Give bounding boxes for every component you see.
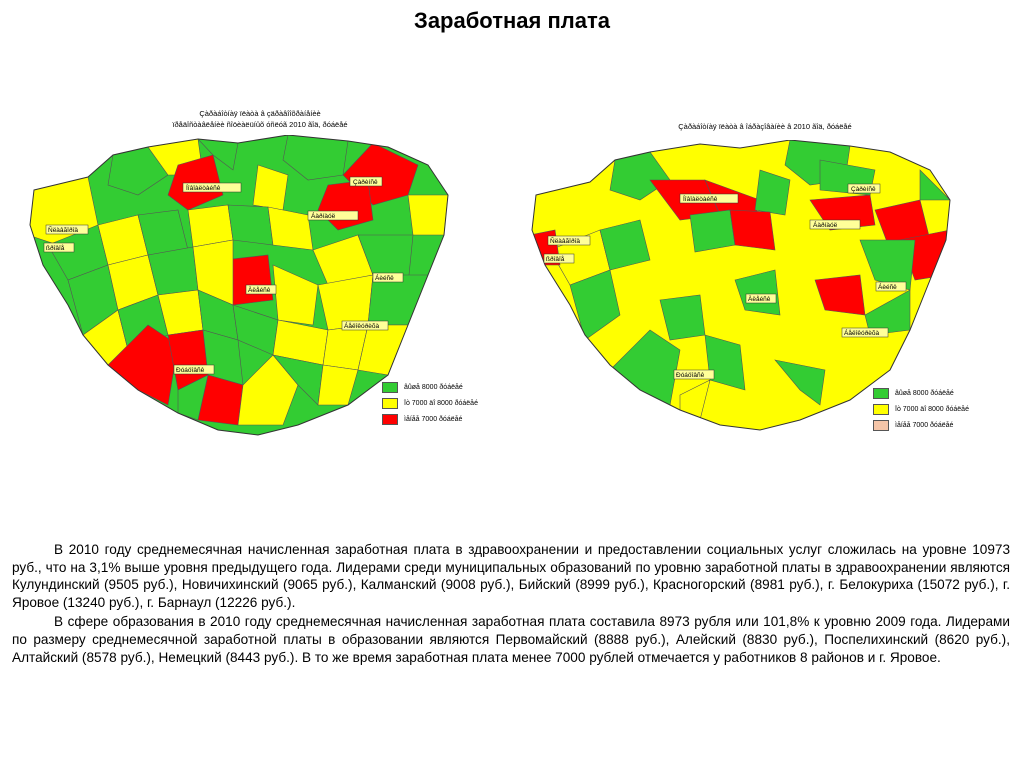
label-zarinsk: Çàðèíñê (353, 179, 378, 186)
legend-label: ìåíåå 7000 ðóáëåé (404, 415, 463, 423)
label-yarovoe: ßðîâîå (46, 245, 65, 252)
label-belokurikha: Áåëîêóðèõà (344, 323, 380, 330)
right-map-caption-line1: Çàðàáîòíàÿ ïëàòà â îáðàçîâàíèè â 2010 ãîä, ðóáëåé (678, 122, 852, 131)
label-aleysk: Àëåéñê (748, 296, 771, 303)
label-rubtsovsk: Ðóáöîâñê (176, 367, 205, 374)
legend-label: âûøå 8000 ðóáëåé (895, 389, 954, 397)
legend-item (382, 379, 478, 395)
legend-swatch (873, 404, 889, 415)
legend-swatch (873, 388, 889, 399)
label-zarinsk: Çàðèíñê (851, 186, 876, 193)
label-belokurikha: Áåëîêóðèõà (844, 330, 880, 337)
left-map-legend (382, 379, 478, 427)
description-text (12, 541, 1010, 668)
label-aleysk: Àëåéñê (248, 287, 271, 294)
right-map-legend (873, 385, 969, 433)
legend-label: âûøå 8000 ðóáëåé (404, 383, 463, 391)
legend-swatch (382, 398, 398, 409)
label-slavgorod: Ñëàâãîðîä (550, 238, 580, 245)
legend-label: îò 7000 äî 8000 ðóáëåé (895, 405, 969, 413)
label-barnaul: Áàðíàóë (813, 222, 838, 229)
label-slavgorod: Ñëàâãîðîä (48, 227, 78, 234)
legend-swatch (873, 420, 889, 431)
left-map-caption (95, 108, 425, 130)
legend-item (873, 401, 969, 417)
right-map-caption (600, 121, 930, 132)
label-barnaul: Áàðíàóë (311, 213, 336, 220)
legend-label: ìåíåå 7000 ðóáëåé (895, 421, 954, 429)
legend-item (382, 411, 478, 427)
label-rubtsovsk: Ðóáöîâñê (676, 372, 705, 379)
label-yarovoe: ßðîâîå (546, 256, 565, 263)
legend-item (382, 395, 478, 411)
legend-item (873, 385, 969, 401)
label-novoaltaysk: Íîâîàëòàéñê (683, 196, 718, 203)
paragraph-healthcare: В 2010 году среднемесячная начисленная заработная плата в здравоохранении и предоставлении социальных услуг сложилась на уровне 10973 руб., что на 3,1% выше уровня предыдущего года. Лидерами среди муниципальных образований по уровню заработной платы в здравоохранении являются Кулундинский (9505 руб.), Новичихинский (9065 руб.), Калманский (9008 руб.), Бийский (8999 руб.), Красногорский (8981 руб.), г. Белокуриха (15072 руб.), г. Яровое (13240 руб.), г. Барнаул (12226 руб.). (12, 542, 1010, 610)
legend-label: îò 7000 äî 8000 ðóáëåé (404, 399, 478, 407)
legend-item (873, 417, 969, 433)
legend-swatch (382, 382, 398, 393)
label-biysk: Áèéñê (375, 275, 394, 282)
legend-swatch (382, 414, 398, 425)
left-map-caption-line2: ïðåäîñòàâëåíèè ñîöèàëüíûõ óñëóã 2010 ãîä, ðóáëåé (172, 120, 348, 129)
label-novoaltaysk: Íîâîàëòàéñê (186, 185, 221, 192)
label-biysk: Áèéñê (878, 284, 897, 291)
page-title: Заработная плата (414, 8, 610, 33)
left-map-caption-line1: Çàðàáîòíàÿ ïëàòà â çäðàâîîõðàíåíèè (199, 109, 321, 118)
paragraph-education: В сфере образования в 2010 году среднемесячная начисленная заработная плата составила 8973 рубля или 101,8% к уровню 2009 года. Лидерами по размеру среднемесячной заработной платы в образовании являются Первомайский (8888 руб.), Алейский (8830 руб.), Поспелихинский (8620 руб.), Алтайский (8578 руб.), Немецкий (8443 руб.). В то же время заработная плата менее 7000 рублей отмечается у работников 8 районов и г. Яровое. (12, 614, 1010, 665)
